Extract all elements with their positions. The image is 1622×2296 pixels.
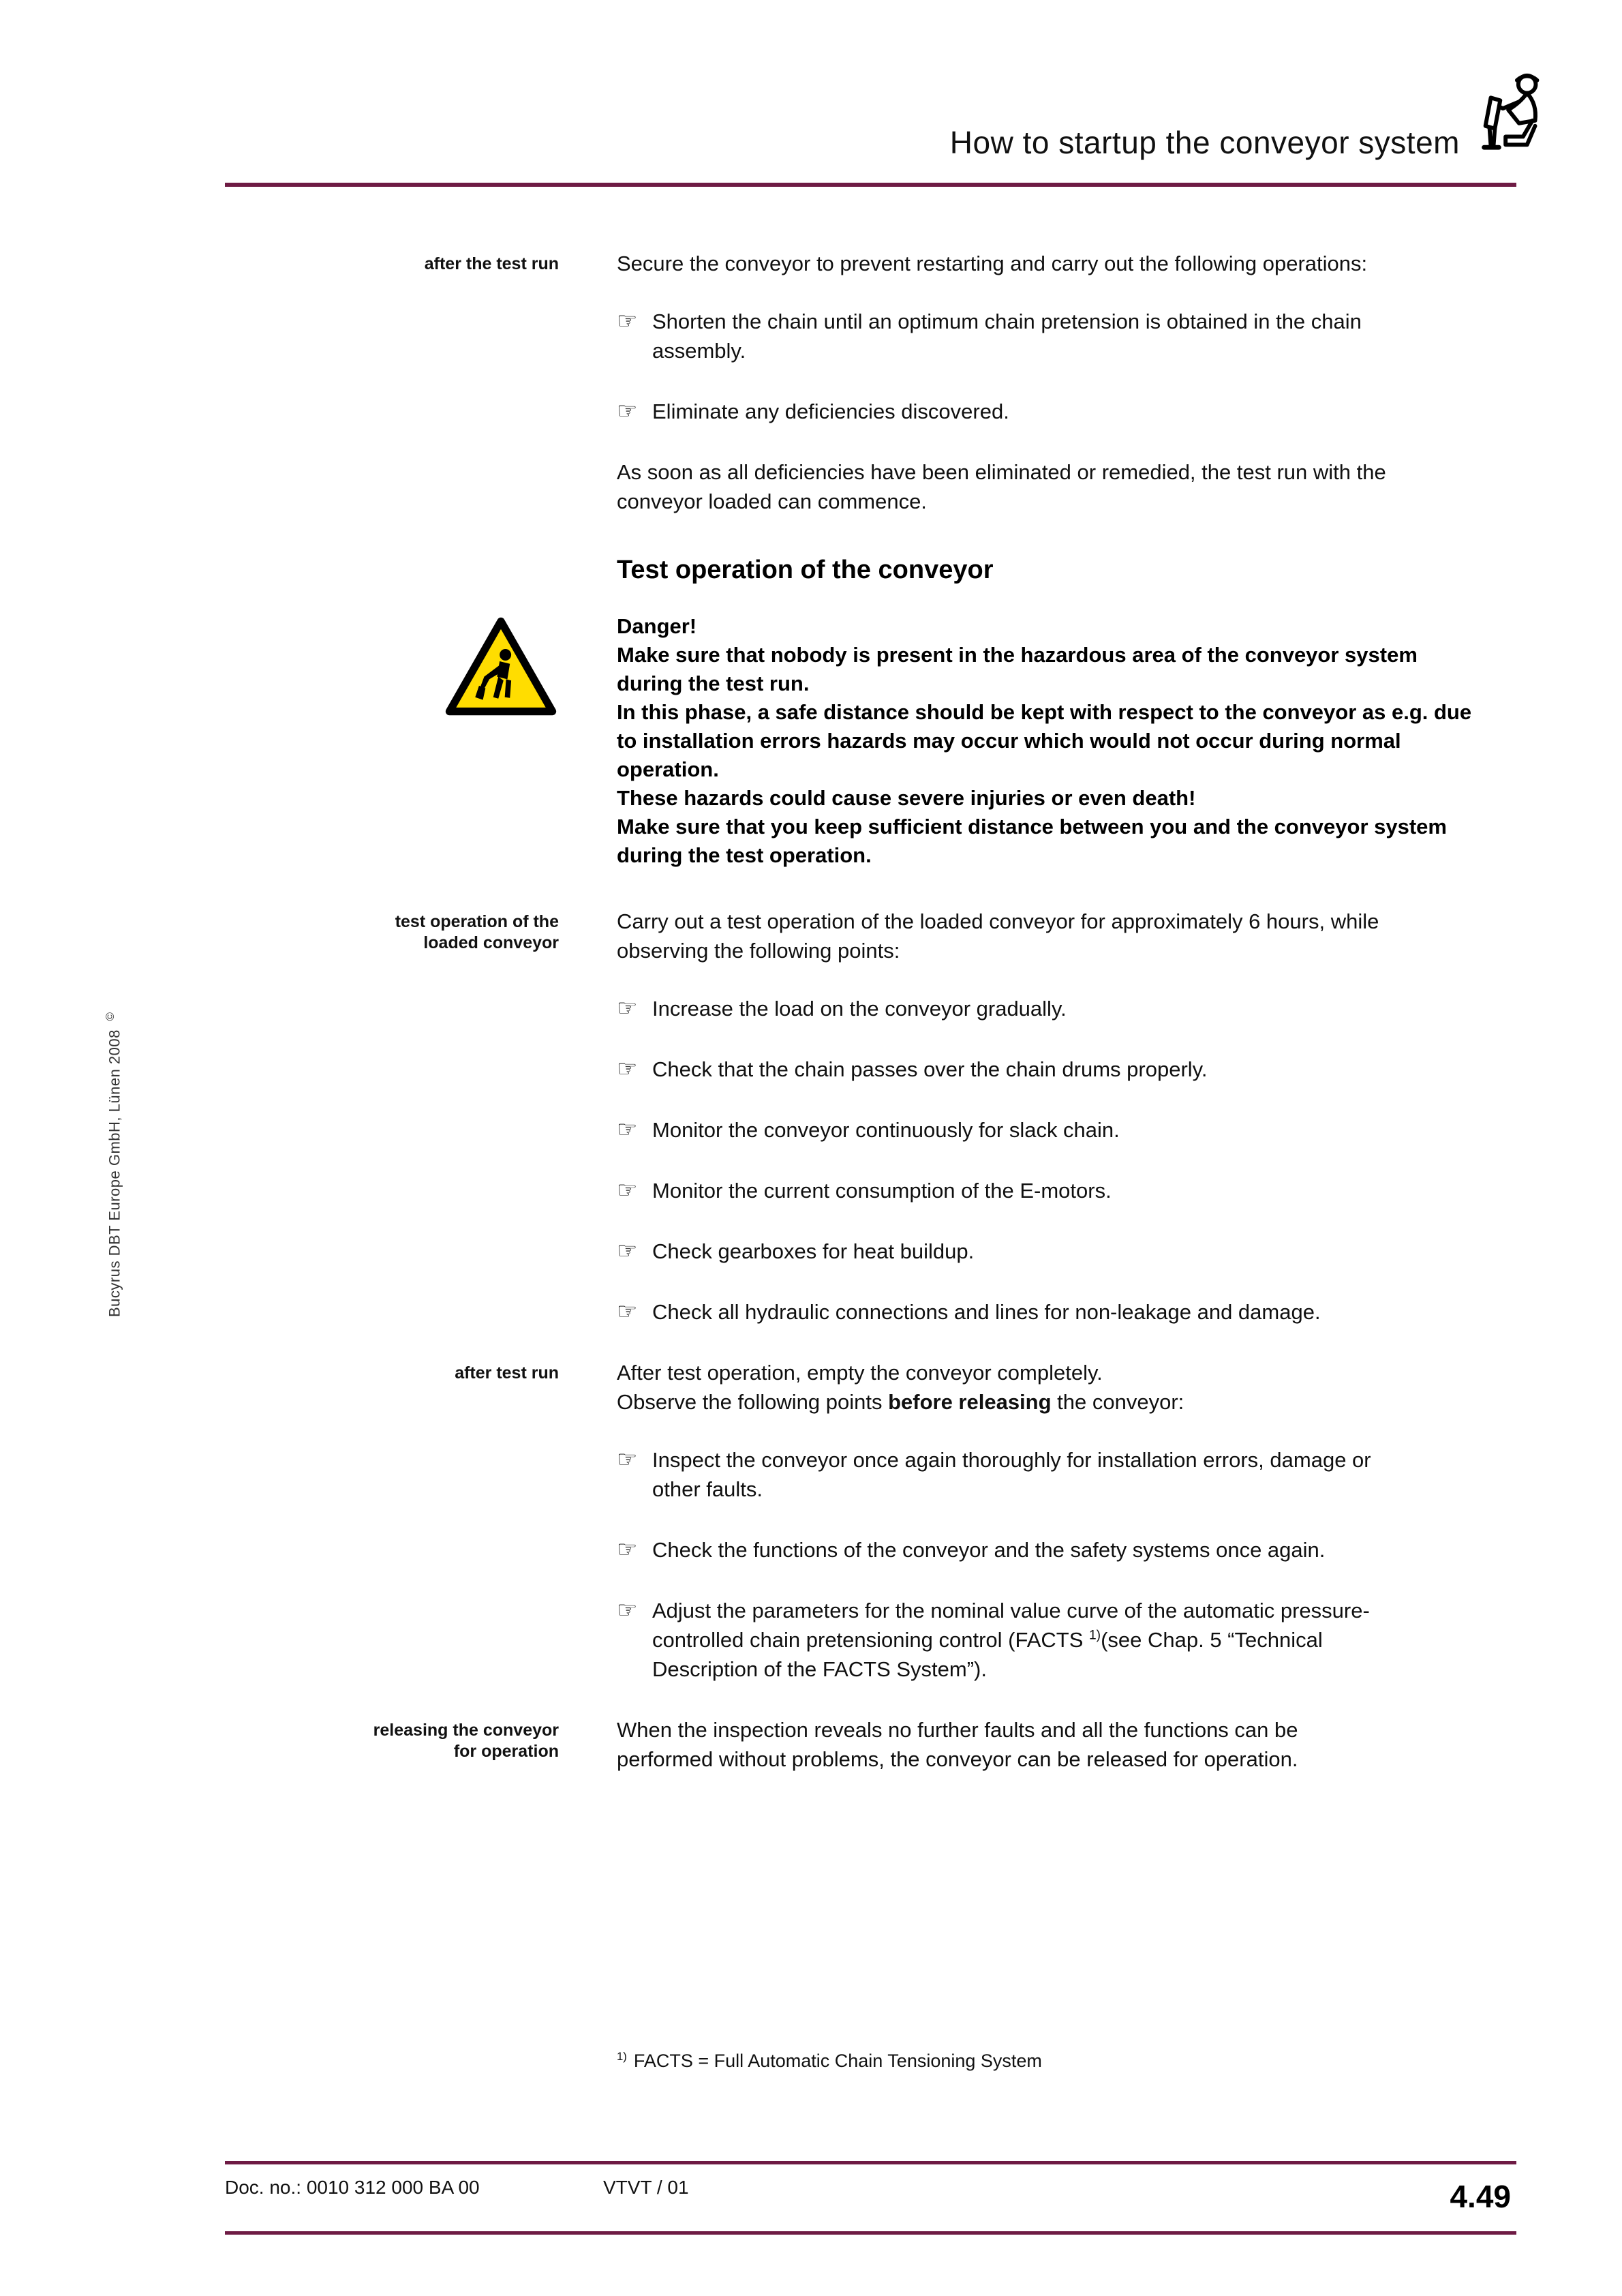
footnote-marker: 1) — [617, 2050, 627, 2063]
pointing-hand-icon: ☞ — [617, 1056, 638, 1082]
instruction-text — [652, 1596, 1416, 1684]
page-number: 4.49 — [1450, 2179, 1511, 2214]
margin-label-line: loaded conveyor — [423, 933, 559, 952]
footer-row — [225, 2164, 1516, 2231]
instruction-text: Check gearboxes for heat buildup. — [652, 1239, 975, 1263]
pointing-hand-icon: ☞ — [617, 1299, 638, 1325]
margin-label-line: releasing the conveyor — [373, 1721, 559, 1740]
text-segment: Adjust the parameters for the nominal value curve of the automatic pressure-controlled chain pretensioning control (FACTS — [652, 1599, 1370, 1652]
text-segment: (see Chap. 5 “Technical Description of the FACTS System”). — [652, 1628, 1323, 1681]
section-content — [617, 1715, 1516, 1774]
imprint-text: Bucyrus DBT Europe GmbH, Lünen 2008 — [106, 1029, 123, 1317]
danger-section — [225, 612, 1516, 870]
margin-label-test-operation — [225, 907, 559, 965]
instruction-text: Shorten the chain until an optimum chain pretension is obtained in the chain assembly. — [652, 309, 1362, 363]
warning-triangle-icon — [443, 615, 559, 718]
instruction-item — [617, 1237, 1516, 1266]
section-content — [617, 249, 1516, 278]
text-segment: the conveyor: — [1051, 1390, 1184, 1414]
margin-label-line: test operation of the — [395, 912, 559, 931]
pointing-hand-icon: ☞ — [617, 1447, 638, 1472]
instruction-item — [617, 397, 1516, 426]
margin-label-after-the-test-run: after the test run — [424, 254, 559, 273]
section-test-operation-loaded-conveyor — [225, 907, 1516, 965]
pointing-hand-icon: ☞ — [617, 1597, 638, 1623]
pointing-hand-icon: ☞ — [617, 1177, 638, 1203]
danger-text — [617, 612, 1516, 870]
margin-label-after-test-run: after test run — [455, 1363, 559, 1383]
instruction-text: Monitor the current consumption of the E-motors. — [652, 1179, 1112, 1203]
danger-line: Make sure that you keep sufficient distance between you and the conveyor system during the test operation. — [617, 815, 1447, 867]
section-content — [617, 1358, 1516, 1417]
instruction-text: Check all hydraulic connections and lines for non-leakage and damage. — [652, 1300, 1321, 1324]
text-segment: Observe the following points — [617, 1390, 889, 1414]
footnote-text: FACTS = Full Automatic Chain Tensioning System — [633, 2051, 1042, 2071]
danger-line: In this phase, a safe distance should be kept with respect to the conveyor as e.g. due to installation errors hazards may occur which would not occur during normal operation. — [617, 700, 1472, 781]
pointing-hand-icon: ☞ — [617, 308, 638, 334]
header-rule — [225, 183, 1516, 187]
pointing-hand-icon: ☞ — [617, 1537, 638, 1562]
paragraph: Secure the conveyor to prevent restarting and carry out the following operations: — [617, 252, 1368, 275]
sidebar-imprint — [104, 1012, 123, 1317]
danger-line: These hazards could cause severe injuries or even death! — [617, 786, 1196, 810]
instruction-item — [617, 1176, 1516, 1205]
section-content — [617, 907, 1516, 965]
paragraph: As soon as all deficiencies have been eliminated or remedied, the test run with the conveyor loaded can commence. — [617, 460, 1386, 513]
instruction-text: Monitor the conveyor continuously for slack chain. — [652, 1118, 1120, 1142]
section-heading: Test operation of the conveyor — [617, 556, 994, 584]
doc-number: Doc. no.: 0010 312 000 BA 00 — [225, 2177, 480, 2198]
miner-worker-icon — [1469, 65, 1557, 162]
page-body — [225, 249, 1516, 1802]
danger-title: Danger! — [617, 614, 697, 638]
section-after-the-test-run — [225, 249, 1516, 278]
pointing-hand-icon: ☞ — [617, 995, 638, 1021]
instruction-text: Check the functions of the conveyor and the safety systems once again. — [652, 1538, 1326, 1562]
danger-line: Make sure that nobody is present in the hazardous area of the conveyor system during the test run. — [617, 643, 1418, 695]
instruction-item — [617, 307, 1516, 365]
warning-cell — [225, 612, 559, 870]
instruction-item — [617, 1297, 1516, 1327]
footnote — [617, 2051, 1042, 2072]
instruction-item — [617, 1445, 1516, 1504]
page-footer — [225, 2161, 1516, 2235]
section-releasing-conveyor — [225, 1715, 1516, 1774]
instruction-text: Inspect the conveyor once again thoroughly for installation errors, damage or other faults. — [652, 1448, 1371, 1501]
pointing-hand-icon: ☞ — [617, 1238, 638, 1264]
paragraph: After test operation, empty the conveyor completely. — [617, 1361, 1103, 1385]
instruction-text: Check that the chain passes over the chain drums properly. — [652, 1057, 1208, 1081]
margin-label-releasing — [225, 1715, 559, 1774]
page-title: How to startup the conveyor system — [949, 125, 1460, 160]
copyright-symbol: © — [104, 1012, 117, 1021]
doc-version: VTVT / 01 — [603, 2177, 689, 2198]
miner-worker-icon-svg — [1469, 65, 1557, 162]
paragraph: When the inspection reveals no further faults and all the functions can be performed without problems, the conveyor can be released for operation. — [617, 1718, 1298, 1771]
instruction-item — [617, 1115, 1516, 1145]
footnote-reference: 1) — [1089, 1628, 1101, 1643]
instruction-item — [617, 994, 1516, 1023]
instruction-item — [617, 1596, 1516, 1684]
instruction-item — [617, 1535, 1516, 1565]
paragraph — [617, 1387, 1394, 1417]
instruction-text: Increase the load on the conveyor gradually. — [652, 997, 1067, 1021]
pointing-hand-icon: ☞ — [617, 398, 638, 424]
instruction-text: Eliminate any deficiencies discovered. — [652, 399, 1009, 423]
footer-rule-bottom — [225, 2231, 1516, 2235]
margin-label-line: for operation — [453, 1742, 559, 1761]
pointing-hand-icon: ☞ — [617, 1117, 638, 1143]
bold-text-segment: before releasing — [888, 1390, 1052, 1414]
paragraph: Carry out a test operation of the loaded conveyor for approximately 6 hours, while observing the following points: — [617, 909, 1379, 963]
instruction-item — [617, 1055, 1516, 1084]
section-after-test-run — [225, 1358, 1516, 1417]
